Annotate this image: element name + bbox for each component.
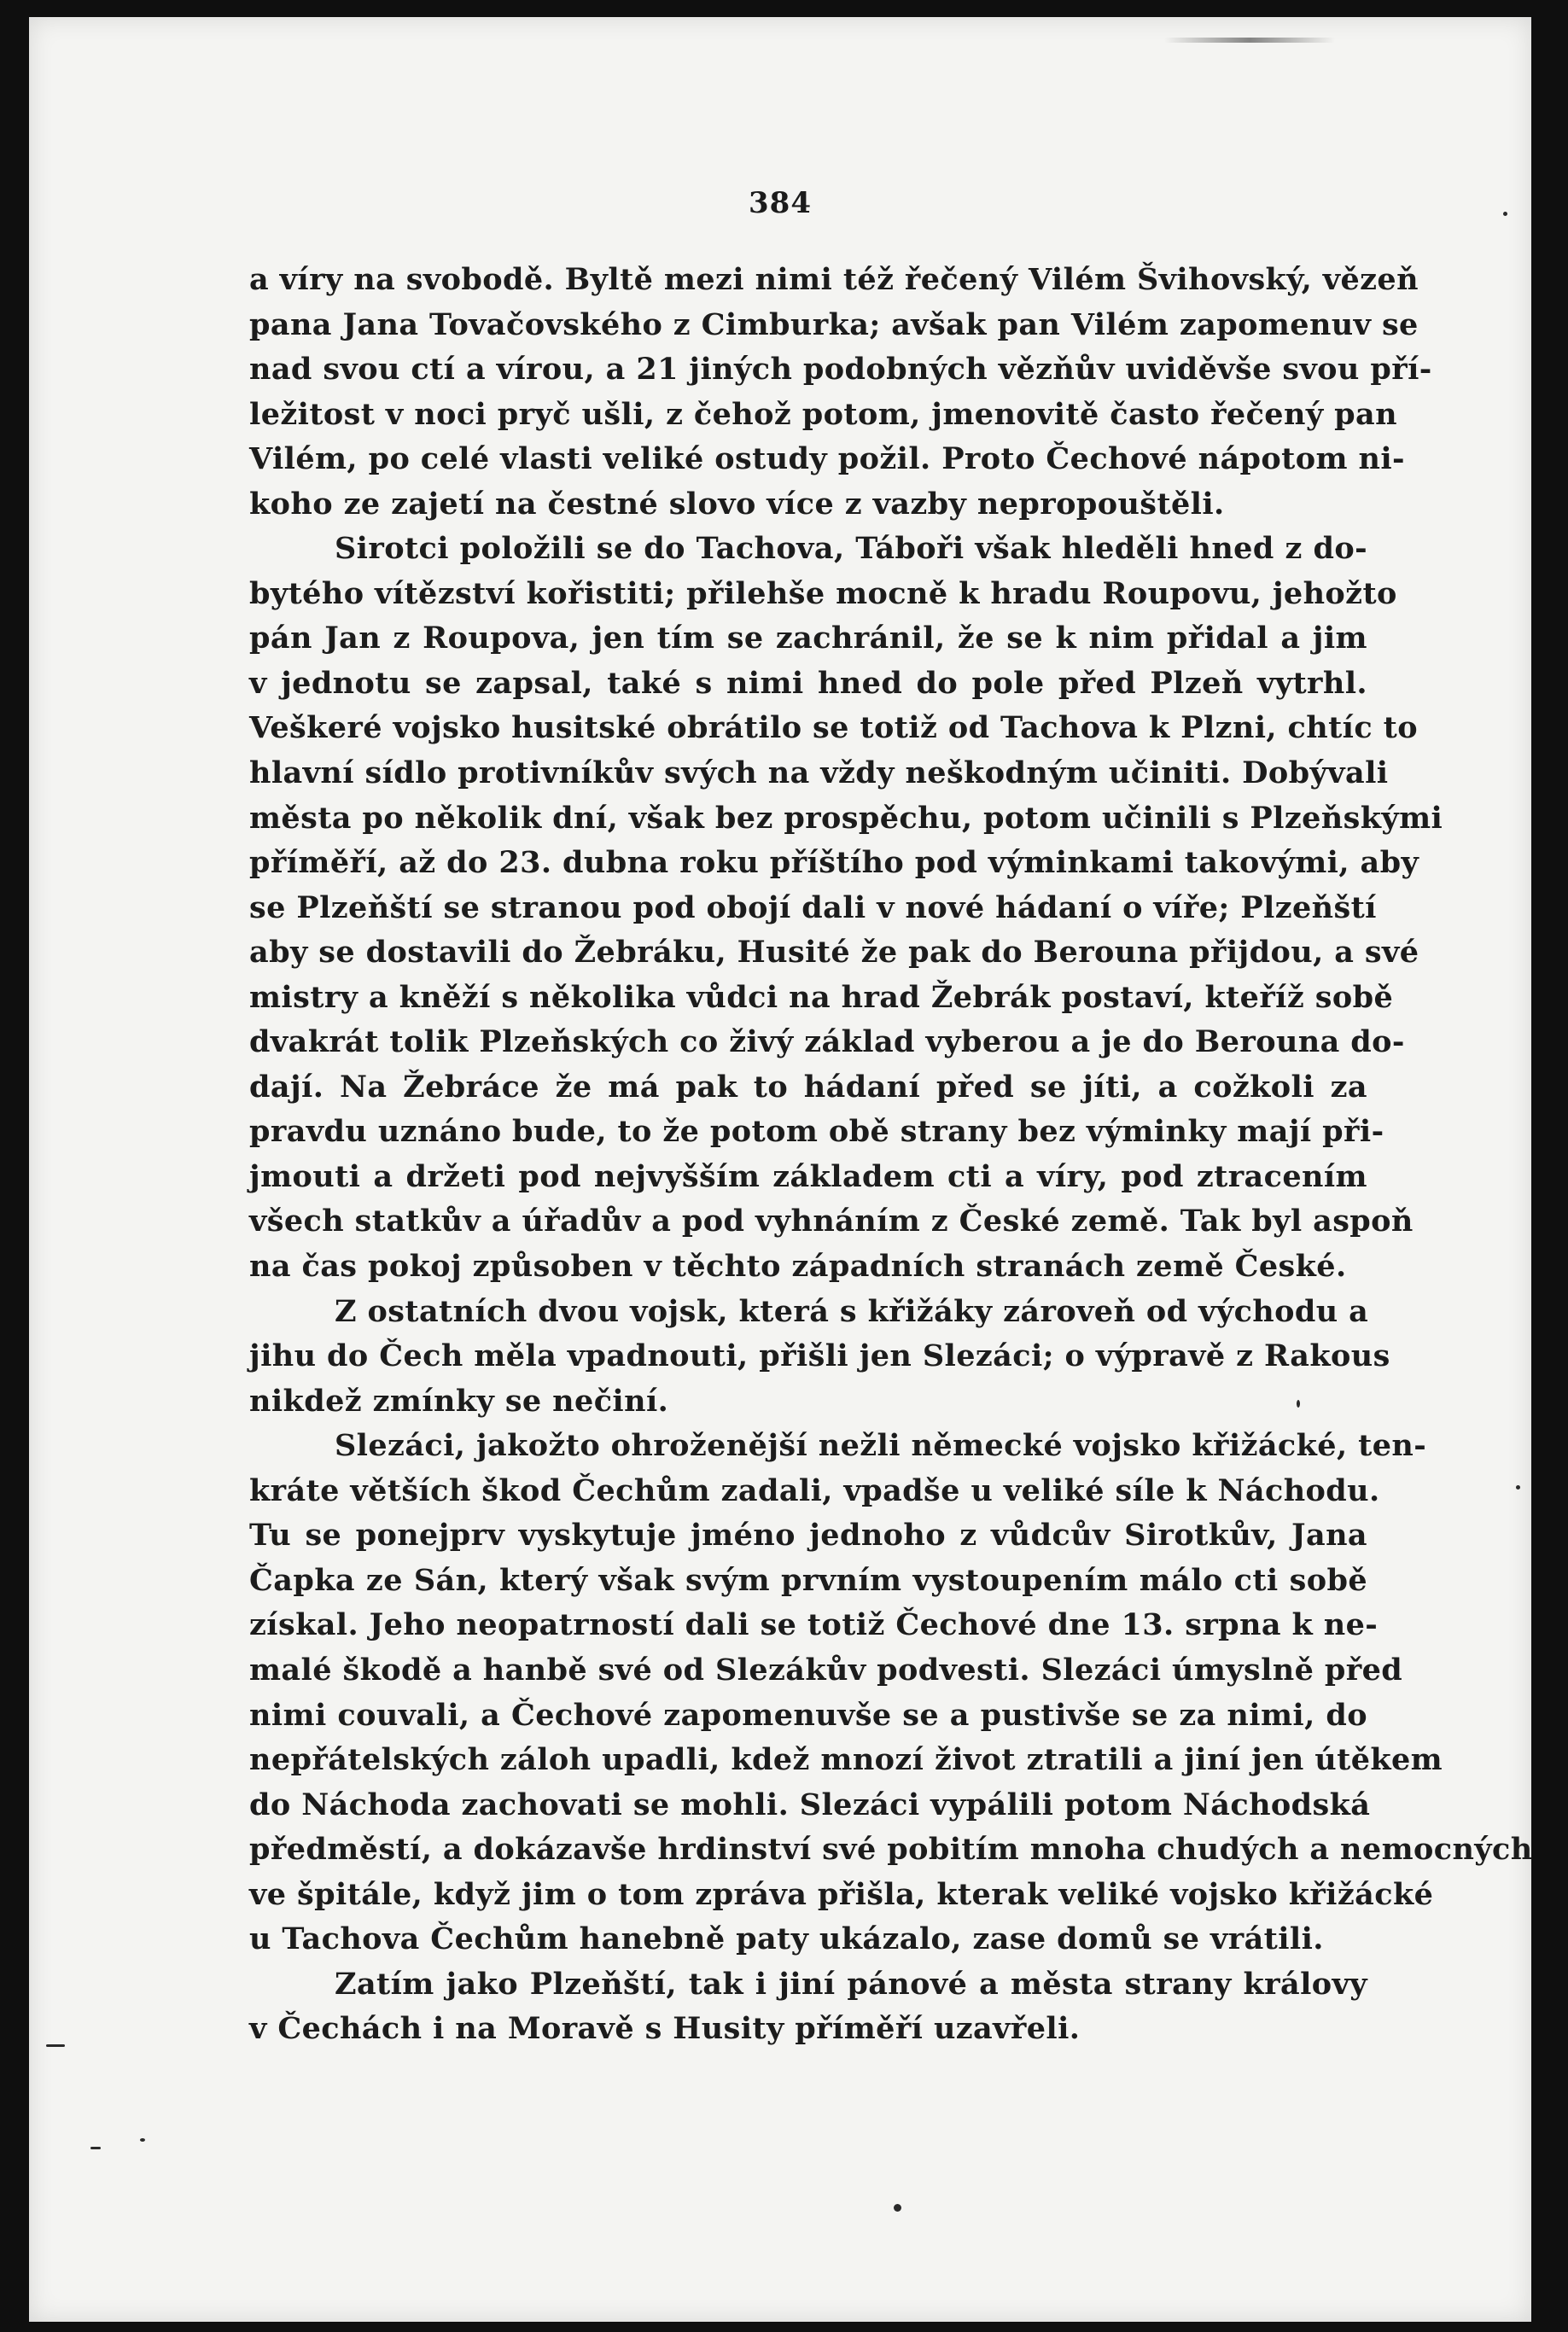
text-line: Sirotci položili se do Tachova, Táboři však hleděli hned z do-	[335, 531, 1367, 567]
text-line: malé škodě a hanbě své od Slezákův podvesti. Slezáci úmyslně před	[249, 1652, 1403, 1688]
text-line: koho ze zajetí na čestné slovo více z vazby nepropouštěli.	[249, 486, 1225, 522]
text-line: Tu se ponejprv vyskytuje jméno jednoho z vůdcův Sirotkův, Jana	[249, 1518, 1367, 1554]
text-line: u Tachova Čechům hanebně paty ukázalo, zase domů se vrátili.	[249, 1921, 1324, 1957]
scan-speck	[1516, 1485, 1520, 1490]
text-line: předměstí, a dokázavše hrdinství své pobitím mnoha chudých a nemocných	[249, 1832, 1533, 1868]
text-line: v Čechách i na Moravě s Husity příměří uzavřeli.	[249, 2011, 1081, 2047]
text-line: Zatím jako Plzeňští, tak i jiní pánové a města strany královy	[335, 1966, 1367, 2002]
text-line: ležitost v noci pryč ušli, z čehož potom, jmenovitě často řečený pan	[249, 396, 1397, 432]
text-line: jmouti a držeti pod nejvyšším základem cti a víry, pod ztracením	[249, 1158, 1367, 1194]
text-line: na čas pokoj způsoben v těchto západních stranách země České.	[249, 1249, 1347, 1285]
text-line: města po několik dní, však bez prospěchu, potom učinili s Plzeňskými	[249, 800, 1443, 836]
scan-speck	[90, 2147, 101, 2149]
scan-speck	[46, 2044, 65, 2047]
scan-speck	[894, 2204, 901, 2212]
text-line: Čapka ze Sán, který však svým prvním vystoupením málo cti sobě	[249, 1562, 1367, 1598]
text-line: nepřátelských záloh upadli, kdež mnozí život ztratili a jiní jen útěkem	[249, 1742, 1443, 1778]
scan-speck	[140, 2138, 145, 2142]
text-line: Veškeré vojsko husitské obrátilo se totiž od Tachova k Plzni, chtíc to	[249, 710, 1418, 746]
text-line: se Plzeňští se stranou pod obojí dali v nové hádaní o víře; Plzeňští	[249, 889, 1377, 925]
text-line: ve špitále, když jim o tom zpráva přišla, kterak veliké vojsko křižácké	[249, 1876, 1434, 1912]
text-line: nimi couvali, a Čechové zapomenuvše se a pustivše se za nimi, do	[249, 1697, 1367, 1733]
text-line: aby se dostavili do Žebráku, Husité že pak do Berouna přijdou, a své	[249, 935, 1419, 971]
text-line: mistry a kněží s několika vůdci na hrad Žebrák postaví, kteříž sobě	[249, 979, 1394, 1015]
text-line: všech statkův a úřadův a pod vyhnáním z České země. Tak byl aspoň	[249, 1204, 1414, 1239]
book-page	[29, 17, 1531, 2322]
scan-speck	[1297, 1400, 1300, 1408]
page-number: 384	[749, 186, 812, 220]
text-line: nad svou ctí a vírou, a 21 jiných podobných vězňův uviděvše svou pří-	[249, 352, 1432, 388]
text-line: Slezáci, jakožto ohroženější nežli německé vojsko křižácké, ten-	[335, 1428, 1427, 1464]
text-line: dvakrát tolik Plzeňských co živý základ vyberou a je do Berouna do-	[249, 1024, 1405, 1060]
text-line: v jednotu se zapsal, také s nimi hned do pole před Plzeň vytrhl.	[249, 665, 1367, 701]
text-line: dají. Na Žebráce že má pak to hádaní před se jíti, a cožkoli za	[249, 1069, 1367, 1105]
text-line: pán Jan z Roupova, jen tím se zachránil, že se k nim přidal a jim	[249, 621, 1367, 656]
text-line: Z ostatních dvou vojsk, která s křižáky zároveň od východu a	[335, 1293, 1369, 1329]
text-line: pravdu uznáno bude, to že potom obě strany bez výminky mají při-	[249, 1114, 1384, 1150]
text-line: nikdež zmínky se nečiní.	[249, 1383, 669, 1419]
text-line: bytého vítězství kořistiti; přilehše mocně k hradu Roupovu, jehožto	[249, 575, 1397, 611]
scan-speck	[1503, 212, 1507, 216]
text-line: do Náchoda zachovati se mohli. Slezáci vypálili potom Náchodská	[249, 1787, 1371, 1822]
text-line: Vilém, po celé vlasti veliké ostudy požil. Proto Čechové nápotom ni-	[249, 441, 1405, 477]
text-line: pana Jana Tovačovského z Cimburka; avšak pan Vilém zapomenuv se	[249, 306, 1419, 342]
text-line: hlavní sídlo protivníkův svých na vždy neškodným učiniti. Dobývali	[249, 755, 1389, 791]
text-line: a víry na svobodě. Byltě mezi nimi též řečený Vilém Švihovský, vězeň	[249, 262, 1419, 297]
text-line: kráte větších škod Čechům zadali, vpadše u veliké síle k Náchodu.	[249, 1472, 1380, 1508]
text-line: získal. Jeho neopatrností dali se totiž Čechové dne 13. srpna k ne-	[249, 1607, 1379, 1643]
body-text	[249, 258, 1533, 2052]
scan-edge-mark	[1164, 38, 1335, 43]
text-line: jihu do Čech měla vpadnouti, přišli jen Slezáci; o výpravě z Rakous	[249, 1338, 1390, 1374]
text-line: příměří, až do 23. dubna roku příštího pod výminkami takovými, aby	[249, 845, 1419, 881]
